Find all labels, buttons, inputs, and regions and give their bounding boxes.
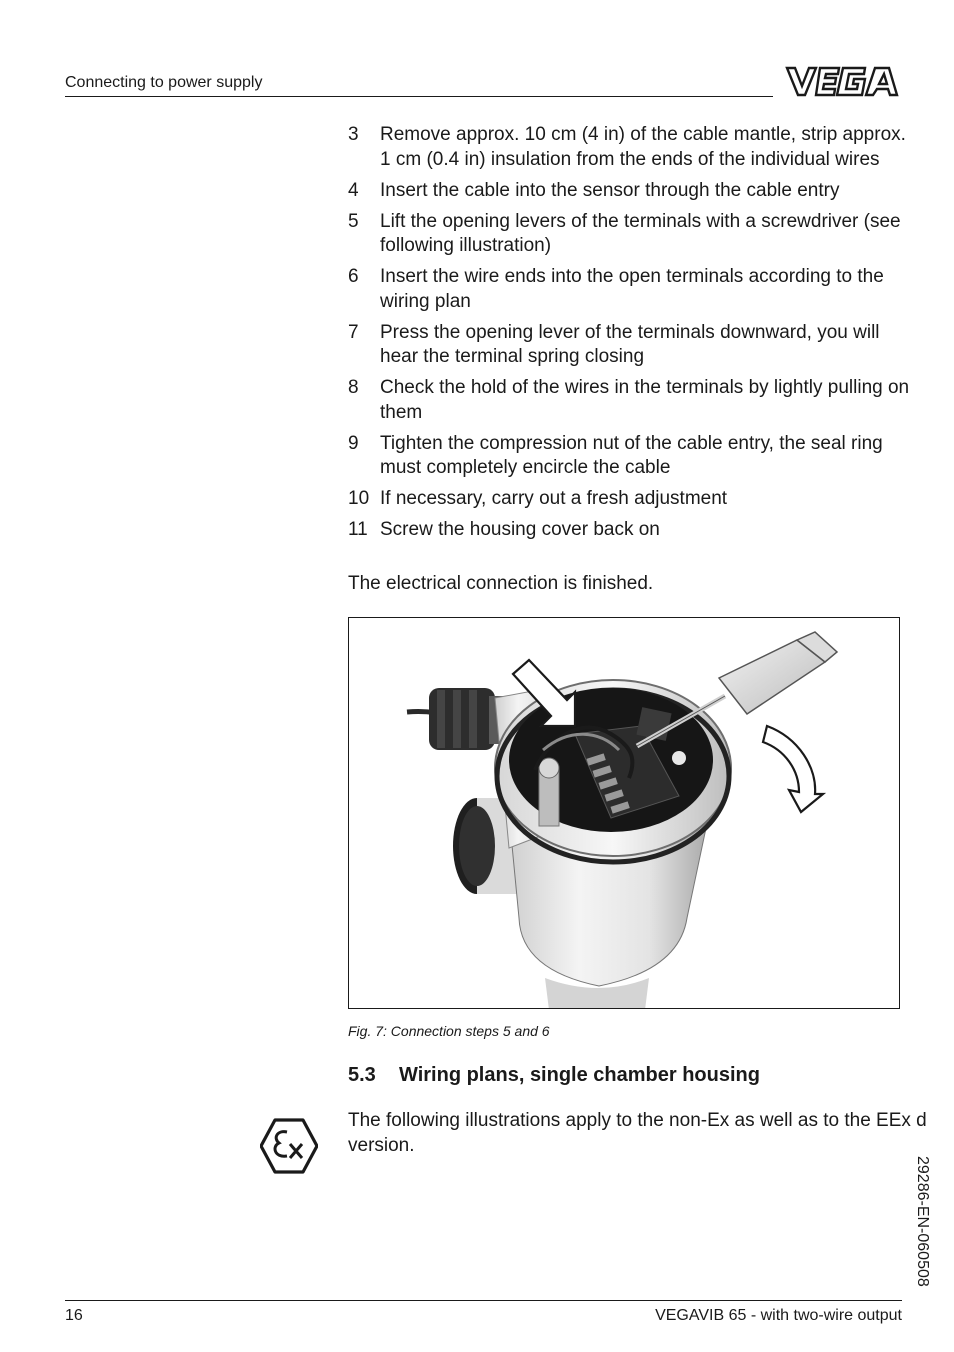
document-number [908,1156,932,1302]
step-text: Screw the housing cover back on [380,519,660,540]
step-text: Press the opening lever of the terminals downward, you will hear the terminal spring closing [380,321,880,367]
step-item [348,376,918,425]
step-number: 9 [348,432,359,454]
step-text: Lift the opening levers of the terminals with a screwdriver (see following illustration) [380,210,901,256]
step-number: 7 [348,321,359,343]
vega-logo-graphic [785,64,903,98]
step-item [348,487,918,512]
step-number: 3 [348,124,359,145]
step-text: Tighten the compression nut of the cable entry, the seal ring must completely encircle the cable [380,432,883,478]
vega-logo [785,64,903,98]
connection-illustration [348,617,900,1009]
ex-protection-icon [260,1118,318,1174]
footer-product-name: VEGAVIB 65 - with two-wire output [655,1307,902,1324]
header-rule [65,96,773,97]
figure-caption: Fig. 7: Connection steps 5 and 6 [348,1023,550,1039]
step-text: If necessary, carry out a fresh adjustment [380,488,728,509]
ground-terminal [539,758,559,826]
step-text: Check the hold of the wires in the terminals by lightly pulling on them [380,377,910,423]
step-number: 8 [348,377,359,398]
step-text: Insert the cable into the sensor through the cable entry [380,179,840,201]
document-number-text: 29286-EN-060508 [914,1156,931,1287]
step-text: Insert the wire ends into the open terminals according to the wiring plan [380,266,884,312]
step-number: 5 [348,210,359,232]
step-item [348,432,918,481]
step-item [348,518,918,543]
procedure-steps [348,123,918,549]
housing-illustration-graphic [349,618,900,1009]
step-number: 10 [348,488,370,509]
section-title: Wiring plans, single chamber housing [399,1064,760,1086]
running-header: Connecting to power supply [65,74,263,91]
step-number: 6 [348,266,359,287]
step-text: Remove approx. 10 cm (4 in) of the cable mantle, strip approx. 1 cm (0.4 in) insulation from the ends of the individual wires [380,124,906,170]
section-heading [348,1062,760,1088]
step-item [348,210,918,259]
step-number: 11 [348,519,368,540]
step-item [348,321,918,370]
ex-applicability-note: The following illustrations apply to the non-Ex as well as to the EEx d version. [348,1110,927,1156]
step-item [348,179,918,204]
page-number: 16 [65,1307,83,1324]
section-number: 5.3 [348,1064,376,1086]
step-item [348,265,918,314]
footer-rule [65,1300,902,1301]
completion-note: The electrical connection is finished. [348,573,654,594]
press-down-arrow-icon [763,726,823,812]
step-number: 4 [348,179,359,201]
step-item [348,123,918,172]
